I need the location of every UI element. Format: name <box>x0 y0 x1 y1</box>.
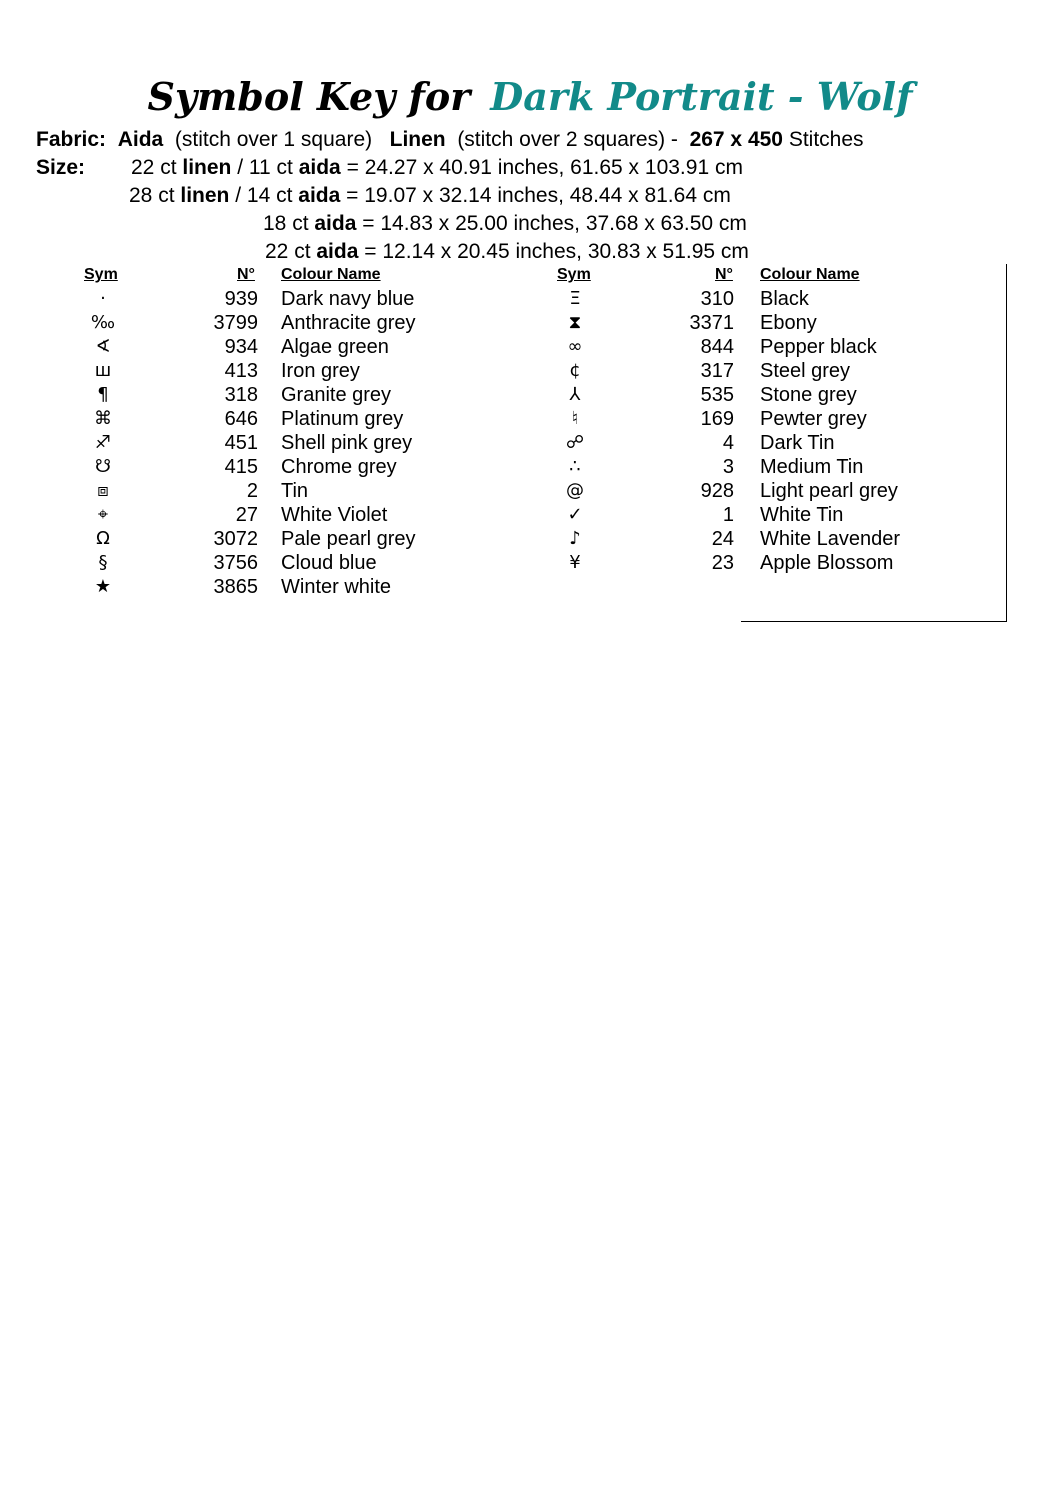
right-sym-header: Sym <box>557 266 591 283</box>
colour-name: Shell pink grey <box>281 432 413 454</box>
colour-name: White Violet <box>281 504 388 526</box>
thread-number: 2 <box>246 480 258 502</box>
colour-name: Pepper black <box>760 336 877 358</box>
symbol-glyph: ¢ <box>569 360 581 381</box>
colour-name: Steel grey <box>760 360 851 382</box>
thread-number: 3 <box>722 456 734 478</box>
symbol-glyph: ⌘ <box>94 408 112 429</box>
size-count-alt: / 14 ct <box>235 184 293 207</box>
thread-number: 310 <box>700 288 734 310</box>
thread-number: 23 <box>711 552 734 574</box>
symbol-glyph: · <box>100 288 106 309</box>
thread-number: 3371 <box>689 312 734 334</box>
colour-name: White Tin <box>760 504 844 526</box>
symbol-glyph: ★ <box>94 576 112 597</box>
symbol-glyph: ⧗ <box>568 312 582 333</box>
symbol-glyph: ⌖ <box>97 504 109 525</box>
thread-number: 646 <box>224 408 258 430</box>
size-dimensions: = 14.83 x 25.00 inches, 37.68 x 63.50 cm <box>362 212 747 235</box>
colour-name: Platinum grey <box>281 408 404 430</box>
size-count-alt: / 11 ct <box>237 156 293 179</box>
symbol-glyph: Ξ <box>569 288 581 309</box>
symbol-glyph: ✓ <box>567 504 583 525</box>
colour-name: Tin <box>281 480 309 502</box>
thread-number: 939 <box>224 288 258 310</box>
colour-name: Ebony <box>760 312 817 334</box>
colour-name: Chrome grey <box>281 456 397 478</box>
symbol-glyph: ♐ <box>94 432 112 453</box>
thread-number: 4 <box>722 432 734 454</box>
size-line-2 <box>129 184 731 208</box>
thread-number: 844 <box>700 336 734 358</box>
page-title <box>0 74 1060 119</box>
size-fabric: linen <box>180 184 230 207</box>
symbol-glyph: ш <box>94 360 112 381</box>
colour-name: Dark Tin <box>760 432 835 454</box>
colour-name: Iron grey <box>281 360 360 382</box>
size-fabric-alt: aida <box>298 184 341 207</box>
thread-number: 317 <box>700 360 734 382</box>
symbol-glyph: ∴ <box>569 456 581 477</box>
symbol-glyph: ‰ <box>90 312 116 333</box>
symbol-glyph: Ω <box>96 528 110 549</box>
symbol-glyph: ⅄ <box>569 384 581 405</box>
thread-number: 27 <box>235 504 258 526</box>
thread-number: 928 <box>700 480 734 502</box>
colour-name: Light pearl grey <box>760 480 898 502</box>
colour-name: Pale pearl grey <box>281 528 416 550</box>
symbol-glyph: ¥ <box>569 552 581 573</box>
symbol-glyph: ♪ <box>569 528 581 549</box>
symbol-glyph: @ <box>566 480 584 501</box>
table-bottom-border <box>741 621 1007 622</box>
colour-name: Black <box>760 288 809 310</box>
fabric-aida-note: (stitch over 1 square) <box>174 128 373 151</box>
size-fabric: aida <box>314 212 357 235</box>
colour-name: Winter white <box>281 576 392 598</box>
size-count: 22 ct <box>265 240 311 263</box>
thread-number: 413 <box>224 360 258 382</box>
thread-number: 451 <box>224 432 258 454</box>
size-dimensions: = 24.27 x 40.91 inches, 61.65 x 103.91 cm <box>346 156 743 179</box>
colour-name: Dark navy blue <box>281 288 415 310</box>
fabric-linen-note: (stitch over 2 squares) - <box>457 128 678 151</box>
size-line-4 <box>265 240 749 264</box>
fabric-aida: Aida <box>117 128 164 151</box>
symbol-glyph: ∞ <box>567 336 583 357</box>
colour-name: Pewter grey <box>760 408 867 430</box>
right-name-header: Colour Name <box>760 266 860 283</box>
size-dimensions: = 19.07 x 32.14 inches, 48.44 x 81.64 cm <box>346 184 731 207</box>
size-fabric: aida <box>316 240 359 263</box>
thread-number: 1 <box>722 504 734 526</box>
thread-number: 934 <box>224 336 258 358</box>
left-sym-header: Sym <box>84 266 118 283</box>
stitch-count: 267 x 450 <box>689 128 783 151</box>
colour-name: Medium Tin <box>760 456 864 478</box>
colour-name: Anthracite grey <box>281 312 416 334</box>
thread-number: 3865 <box>213 576 258 598</box>
symbol-glyph: ¶ <box>97 384 109 405</box>
symbol-glyph: § <box>98 552 108 573</box>
size-label-line <box>36 156 85 180</box>
fabric-line <box>36 128 864 152</box>
colour-name: White Lavender <box>760 528 901 550</box>
symbol-glyph: ⧈ <box>97 480 109 501</box>
thread-number: 169 <box>700 408 734 430</box>
colour-name: Apple Blossom <box>760 552 894 574</box>
size-fabric-alt: aida <box>298 156 341 179</box>
right-num-header: N° <box>715 266 733 283</box>
size-label: Size: <box>36 156 86 179</box>
colour-name: Granite grey <box>281 384 392 406</box>
stitch-label: Stitches <box>788 128 864 151</box>
pattern-name: Dark Portrait - Wolf <box>490 74 913 119</box>
thread-number: 3072 <box>213 528 258 550</box>
colour-name: Algae green <box>281 336 389 358</box>
symbol-glyph: ☋ <box>95 456 111 477</box>
left-num-header: N° <box>237 266 255 283</box>
symbol-glyph: ♮ <box>571 408 579 429</box>
size-count: 28 ct <box>129 184 175 207</box>
fabric-linen: Linen <box>389 128 446 151</box>
thread-number: 535 <box>700 384 734 406</box>
symbol-glyph: ∢ <box>95 336 111 357</box>
table-right-border <box>1006 264 1007 622</box>
thread-number: 3799 <box>213 312 258 334</box>
title-prefix: Symbol Key for <box>147 74 471 119</box>
symbol-glyph: ☍ <box>565 432 585 453</box>
thread-number: 318 <box>224 384 258 406</box>
size-line-1 <box>131 156 743 180</box>
thread-number: 415 <box>224 456 258 478</box>
size-line-3 <box>263 212 747 236</box>
size-count: 18 ct <box>263 212 309 235</box>
fabric-label: Fabric: <box>36 128 107 151</box>
thread-number: 24 <box>711 528 734 550</box>
size-fabric: linen <box>182 156 232 179</box>
left-name-header: Colour Name <box>281 266 381 283</box>
colour-name: Cloud blue <box>281 552 377 574</box>
thread-number: 3756 <box>213 552 258 574</box>
colour-name: Stone grey <box>760 384 857 406</box>
size-dimensions: = 12.14 x 20.45 inches, 30.83 x 51.95 cm <box>364 240 749 263</box>
size-count: 22 ct <box>131 156 177 179</box>
